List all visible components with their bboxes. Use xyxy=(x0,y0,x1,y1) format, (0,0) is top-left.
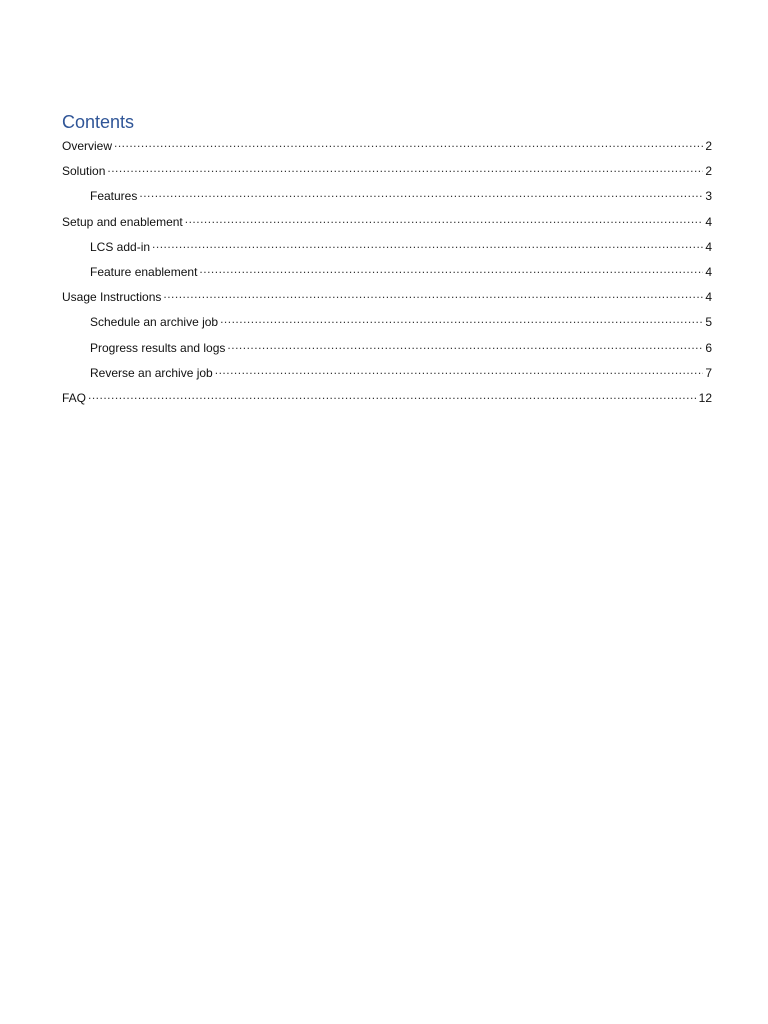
toc-heading: Contents xyxy=(62,112,135,132)
toc-entry-page: 5 xyxy=(705,315,712,330)
toc-entry-faq[interactable] xyxy=(62,388,712,413)
toc-entry-page: 4 xyxy=(705,214,712,229)
toc-entry-page: 7 xyxy=(705,365,712,380)
toc-entry-title: Setup and enablement xyxy=(62,214,183,229)
toc-entry-title: Feature enablement xyxy=(90,264,198,279)
toc-entry-page: 4 xyxy=(705,264,712,279)
toc-dot-leader xyxy=(114,136,703,150)
toc-entry-title: Solution xyxy=(62,164,106,179)
table-of-contents xyxy=(62,110,712,413)
toc-entry-title: FAQ xyxy=(62,390,87,405)
toc-entry-usage-instructions[interactable] xyxy=(62,287,712,312)
toc-entry-page: 12 xyxy=(698,390,712,405)
toc-entry-page: 4 xyxy=(705,239,712,254)
toc-entry-title: Progress results and logs xyxy=(90,340,226,355)
toc-entry-page: 6 xyxy=(705,340,712,355)
toc-entry-title: LCS add-in xyxy=(90,239,151,254)
toc-entry-schedule-an-archive-job[interactable] xyxy=(62,312,712,337)
toc-entry-lcs-add-in[interactable] xyxy=(62,237,712,262)
toc-entry-page: 2 xyxy=(705,164,712,179)
toc-entry-page: 2 xyxy=(705,139,712,153)
toc-entry-title: Schedule an archive job xyxy=(90,315,219,330)
toc-dot-leader xyxy=(152,237,703,251)
toc-dot-leader xyxy=(107,161,703,175)
toc-entry-title: Reverse an archive job xyxy=(90,365,213,380)
toc-dot-leader xyxy=(88,388,697,402)
toc-dot-leader xyxy=(215,363,704,377)
toc-entry-reverse-an-archive-job[interactable] xyxy=(62,363,712,388)
toc-entry-features[interactable] xyxy=(62,186,712,211)
toc-entry-page: 3 xyxy=(705,189,712,204)
toc-entry-title: Features xyxy=(90,189,138,204)
toc-list xyxy=(62,136,712,413)
toc-dot-leader xyxy=(227,338,703,352)
toc-dot-leader xyxy=(139,186,703,200)
toc-dot-leader xyxy=(199,262,703,276)
toc-entry-title: Usage Instructions xyxy=(62,290,162,305)
toc-entry-setup-and-enablement[interactable] xyxy=(62,212,712,237)
toc-entry-title: Overview xyxy=(62,139,113,153)
toc-entry-feature-enablement[interactable] xyxy=(62,262,712,287)
toc-dot-leader xyxy=(185,212,704,226)
toc-entry-solution[interactable] xyxy=(62,161,712,186)
toc-entry-progress-results-and-logs[interactable] xyxy=(62,338,712,363)
toc-entry-page: 4 xyxy=(705,290,712,305)
toc-dot-leader xyxy=(220,312,703,326)
toc-dot-leader xyxy=(163,287,703,301)
toc-entry-overview[interactable] xyxy=(62,136,712,161)
